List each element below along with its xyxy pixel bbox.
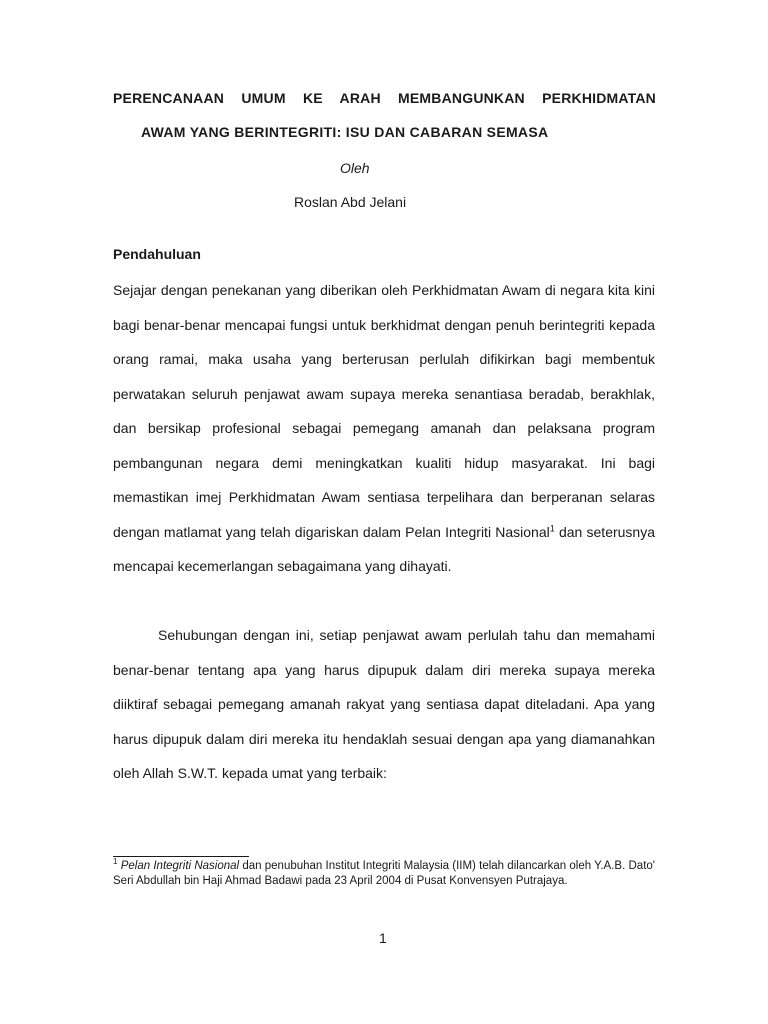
footnote-marker: 1 [113,857,118,867]
document-title-line-2: AWAM YANG BERINTEGRITI: ISU DAN CABARAN SEMASA [141,124,549,140]
footnote-separator [113,856,249,857]
byline-label: Oleh [340,160,370,176]
page-number: 1 [379,930,387,946]
document-title-line-1: PERENCANAAN UMUM KE ARAH MEMBANGUNKAN PERKHIDMATAN [113,90,656,106]
paragraph-1-text: Sejajar dengan penekanan yang diberikan oleh Perkhidmatan Awam di negara kita kini bagi benar-benar mencapai fungsi untuk berkhidmat dengan penuh berintegriti kepada orang ramai, maka usaha yang berterusan perlulah difikirkan bagi membentuk perwatakan seluruh penjawat awam supaya mereka senantiasa beradab, berakhlak, dan bersikap profesional sebagai pemegang amanah dan pelaksana program pembangunan negara demi meningkatkan kualiti hidup masyarakat. Ini bagi memastikan imej Perkhidmatan Awam sentiasa terpelihara dan berperanan selaras dengan matlamat yang telah digariskan dalam Pelan Integriti Nasional [113,282,655,540]
footnote-italic: Pelan Integriti Nasional [120,860,240,872]
paragraph-1 [113,273,655,584]
paragraph-2: Sehubungan dengan ini, setiap penjawat awam perlulah tahu dan memahami benar-benar tentang apa yang harus dipupuk dalam diri mereka supaya mereka diiktiraf sebagai pemegang amanah rakyat yang sentiasa dapat diteladani. Apa yang harus dipupuk dalam diri mereka itu hendaklah sesuai dengan apa yang diamanahkan oleh Allah S.W.T. kepada umat yang terbaik: [113,627,655,781]
author-name: Roslan Abd Jelani [294,194,407,210]
footnote-reference: 1 [549,522,555,533]
footnote [113,859,655,889]
footnote-text: dan penubuhan Institut Integriti Malaysia (IIM) telah dilancarkan oleh Y.A.B. Dato' Seri Abdullah bin Haji Ahmad Badawi pada 23 April 2004 di Pusat Konvensyen Putrajaya. [113,860,655,887]
paragraph-1-text-end: dan seterusnya mencapai kecemerlangan sebagaimana yang dihayati. [113,523,656,574]
section-heading: Pendahuluan [113,246,201,262]
